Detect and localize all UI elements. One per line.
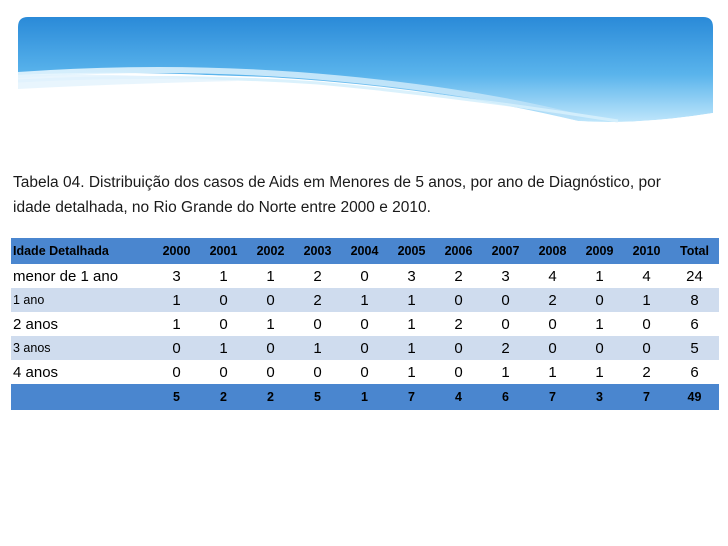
table-cell: 3 bbox=[388, 264, 435, 288]
table-cell: 1 bbox=[576, 360, 623, 384]
table-cell: 2 bbox=[294, 288, 341, 312]
table-cell: 2 bbox=[482, 336, 529, 360]
table-cell: 0 bbox=[341, 336, 388, 360]
table-cell: 0 bbox=[576, 288, 623, 312]
table-cell: 1 bbox=[576, 264, 623, 288]
table-cell: 0 bbox=[200, 360, 247, 384]
row-total: 6 bbox=[670, 360, 719, 384]
total-cell: 1 bbox=[341, 384, 388, 410]
totals-label bbox=[11, 384, 153, 410]
totals-row bbox=[11, 384, 719, 410]
grand-total: 49 bbox=[670, 384, 719, 410]
table-cell: 2 bbox=[435, 264, 482, 288]
table-cell: 0 bbox=[435, 360, 482, 384]
total-cell: 3 bbox=[576, 384, 623, 410]
table-cell: 0 bbox=[482, 312, 529, 336]
caption-line-1: Tabela 04. Distribuição dos casos de Aids em Menores de 5 anos, por ano de Diagnóstico, por bbox=[13, 174, 661, 191]
table-cell: 2 bbox=[529, 288, 576, 312]
table-cell: 2 bbox=[435, 312, 482, 336]
table-cell: 0 bbox=[200, 312, 247, 336]
table-cell: 0 bbox=[247, 360, 294, 384]
total-cell: 7 bbox=[529, 384, 576, 410]
table-cell: 0 bbox=[247, 336, 294, 360]
row-total: 5 bbox=[670, 336, 719, 360]
table-cell: 1 bbox=[247, 312, 294, 336]
table-cell: 0 bbox=[482, 288, 529, 312]
table-cell: 0 bbox=[529, 312, 576, 336]
table-cell: 3 bbox=[153, 264, 200, 288]
table-cell: 1 bbox=[388, 288, 435, 312]
header-year: 2004 bbox=[341, 238, 388, 264]
total-cell: 6 bbox=[482, 384, 529, 410]
header-year: 2002 bbox=[247, 238, 294, 264]
table-cell: 1 bbox=[388, 360, 435, 384]
table-cell: 0 bbox=[294, 312, 341, 336]
header-year: 2001 bbox=[200, 238, 247, 264]
caption-line-2: idade detalhada, no Rio Grande do Norte entre 2000 e 2010. bbox=[13, 199, 431, 216]
table-row bbox=[11, 312, 719, 336]
header-year: 2003 bbox=[294, 238, 341, 264]
row-label: menor de 1 ano bbox=[11, 264, 153, 288]
header-total: Total bbox=[670, 238, 719, 264]
table-caption bbox=[13, 170, 713, 220]
table-cell: 1 bbox=[482, 360, 529, 384]
table-cell: 1 bbox=[200, 336, 247, 360]
table-cell: 1 bbox=[388, 312, 435, 336]
table-cell: 0 bbox=[341, 264, 388, 288]
total-cell: 5 bbox=[294, 384, 341, 410]
row-total: 6 bbox=[670, 312, 719, 336]
table-row bbox=[11, 264, 719, 288]
header-year: 2000 bbox=[153, 238, 200, 264]
total-cell: 5 bbox=[153, 384, 200, 410]
row-label: 4 anos bbox=[11, 360, 153, 384]
table-cell: 1 bbox=[341, 288, 388, 312]
table-row bbox=[11, 288, 719, 312]
total-cell: 2 bbox=[247, 384, 294, 410]
table-header-row bbox=[11, 238, 719, 264]
table-cell: 0 bbox=[247, 288, 294, 312]
header-idade-detalhada: Idade Detalhada bbox=[11, 238, 153, 264]
table-cell: 1 bbox=[576, 312, 623, 336]
table-cell: 0 bbox=[341, 312, 388, 336]
table-cell: 1 bbox=[200, 264, 247, 288]
total-cell: 7 bbox=[388, 384, 435, 410]
table-cell: 0 bbox=[153, 360, 200, 384]
total-cell: 7 bbox=[623, 384, 670, 410]
row-label: 1 ano bbox=[11, 288, 153, 312]
table-cell: 2 bbox=[623, 360, 670, 384]
row-total: 24 bbox=[670, 264, 719, 288]
table-cell: 0 bbox=[623, 336, 670, 360]
table-cell: 0 bbox=[529, 336, 576, 360]
table-cell: 0 bbox=[435, 336, 482, 360]
header-year: 2010 bbox=[623, 238, 670, 264]
table-cell: 2 bbox=[294, 264, 341, 288]
table-cell: 3 bbox=[482, 264, 529, 288]
table-cell: 0 bbox=[153, 336, 200, 360]
table-cell: 0 bbox=[294, 360, 341, 384]
table-cell: 0 bbox=[435, 288, 482, 312]
table-cell: 1 bbox=[153, 312, 200, 336]
table-cell: 4 bbox=[529, 264, 576, 288]
header-year: 2008 bbox=[529, 238, 576, 264]
decorative-wave-banner bbox=[18, 17, 713, 125]
table-row bbox=[11, 360, 719, 384]
total-cell: 2 bbox=[200, 384, 247, 410]
table-cell: 4 bbox=[623, 264, 670, 288]
table-cell: 0 bbox=[200, 288, 247, 312]
table-cell: 1 bbox=[623, 288, 670, 312]
header-year: 2006 bbox=[435, 238, 482, 264]
total-cell: 4 bbox=[435, 384, 482, 410]
table-cell: 1 bbox=[388, 336, 435, 360]
header-year: 2009 bbox=[576, 238, 623, 264]
table-cell: 0 bbox=[341, 360, 388, 384]
header-year: 2007 bbox=[482, 238, 529, 264]
row-total: 8 bbox=[670, 288, 719, 312]
table-cell: 1 bbox=[247, 264, 294, 288]
table-cell: 0 bbox=[623, 312, 670, 336]
row-label: 2 anos bbox=[11, 312, 153, 336]
row-label: 3 anos bbox=[11, 336, 153, 360]
aids-cases-table bbox=[11, 238, 719, 410]
table-cell: 1 bbox=[529, 360, 576, 384]
table-cell: 1 bbox=[153, 288, 200, 312]
table-cell: 1 bbox=[294, 336, 341, 360]
header-year: 2005 bbox=[388, 238, 435, 264]
table-row bbox=[11, 336, 719, 360]
table-cell: 0 bbox=[576, 336, 623, 360]
